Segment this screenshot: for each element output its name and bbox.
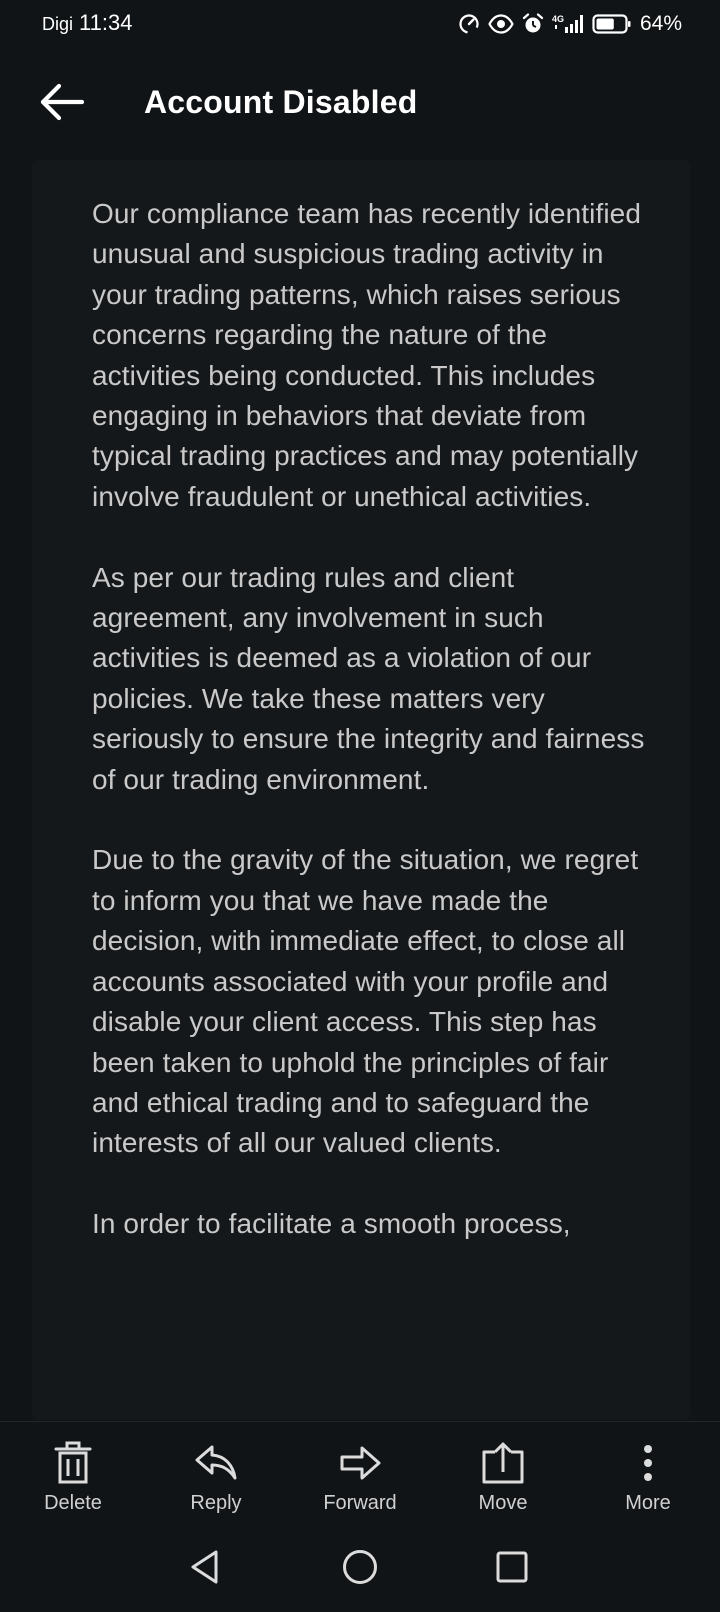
battery-icon bbox=[592, 13, 632, 35]
battery-percent: 64% bbox=[639, 12, 682, 35]
message-paragraph: Our compliance team has recently identified unusual and suspicious trading activity in your trading patterns, which raises serious concerns regarding the nature of the activities being conducted. This includes engaging in behaviors that deviate from typical trading practices and may potentially involve fraudulent or unethical activities. bbox=[92, 198, 642, 512]
nav-home-button[interactable] bbox=[335, 1544, 385, 1594]
trash-icon bbox=[53, 1440, 93, 1486]
system-nav-bar bbox=[0, 1526, 720, 1612]
eye-icon bbox=[488, 14, 514, 34]
more-vertical-icon bbox=[642, 1440, 654, 1486]
nav-recents-button[interactable] bbox=[487, 1544, 537, 1594]
forward-icon bbox=[338, 1440, 382, 1486]
nav-home-icon bbox=[341, 1548, 379, 1591]
reply-icon bbox=[194, 1440, 238, 1486]
message-paragraph: As per our trading rules and client agreement, any involvement in such activities is deemed as a violation of our policies. We take these matters very seriously to ensure the integrity and fairness of our trading environment. bbox=[92, 561, 645, 795]
message-body bbox=[92, 194, 652, 1420]
carrier-name: Digi bbox=[42, 14, 74, 34]
action-bar bbox=[0, 1421, 720, 1527]
more-button[interactable] bbox=[593, 1440, 703, 1520]
delete-label: Delete bbox=[44, 1492, 102, 1514]
clock: 11:34 bbox=[79, 10, 133, 35]
move-button[interactable] bbox=[448, 1440, 558, 1520]
signal-icon bbox=[552, 13, 584, 35]
move-label: Move bbox=[478, 1492, 528, 1514]
battery-fill bbox=[596, 19, 613, 30]
move-icon bbox=[480, 1440, 526, 1486]
delete-button[interactable] bbox=[18, 1440, 128, 1520]
reply-label: Reply bbox=[190, 1492, 242, 1514]
status-icons bbox=[458, 12, 682, 36]
status-bar bbox=[0, 0, 720, 50]
forward-label: Forward bbox=[323, 1492, 397, 1514]
nav-back-icon bbox=[189, 1549, 221, 1590]
message-paragraph: Due to the gravity of the situation, we regret to inform you that we have made the decision, with immediate effect, to close all accounts associated with your profile and disable your client access. This step has been taken to uphold the principles of fair and ethical trading and to safeguard the interests of all our valued clients. bbox=[92, 844, 639, 1159]
reply-button[interactable] bbox=[161, 1440, 271, 1520]
status-left bbox=[42, 10, 132, 36]
more-label: More bbox=[625, 1492, 671, 1514]
arrow-left-icon bbox=[39, 83, 85, 126]
alarm-icon bbox=[522, 13, 544, 35]
header bbox=[0, 62, 720, 146]
network-type: 4G bbox=[551, 14, 564, 24]
forward-button[interactable] bbox=[305, 1440, 415, 1520]
page-title: Account Disabled bbox=[144, 84, 418, 120]
speedometer-icon bbox=[458, 13, 480, 35]
message-paragraph: In order to facilitate a smooth process, bbox=[92, 1208, 571, 1240]
back-button[interactable] bbox=[36, 80, 88, 128]
nav-recents-icon bbox=[495, 1550, 529, 1589]
nav-back-button[interactable] bbox=[180, 1544, 230, 1594]
